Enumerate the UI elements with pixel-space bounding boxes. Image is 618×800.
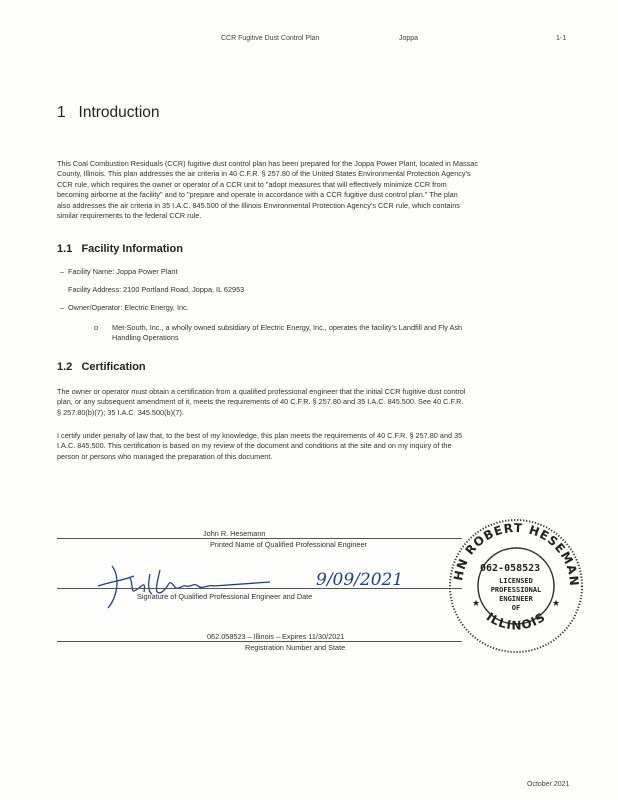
- registration-number: 062.058523 – Illinois – Expires 11/30/2021: [207, 632, 345, 641]
- intro-line: similar requirements to the federal CCR rule.: [57, 211, 202, 221]
- intro-line: This Coal Combustion Residuals (CCR) fugitive dust control plan has been prepared for the Joppa Power Plant, located in Massac: [57, 159, 479, 168]
- intro-line: County, Illinois. This plan addresses the air criteria in 40 C.F.R. § 257.80 of the United States Environmental Protection Agency's: [57, 169, 471, 179]
- intro-line: also addresses the air criteria in 35 I.A.C. 845.500 of the Illinois Environmental Protection Agency's CCR rule, which contains: [57, 200, 460, 210]
- owner-operator: Owner/Operator: Electric Energy, Inc.: [68, 303, 189, 312]
- intro-paragraph: [57, 159, 569, 221]
- cert-line: I certify under penalty of law that, to the best of my knowledge, this plan meets the requirements of 40 C.F.R. § 257.80 and 35: [57, 431, 463, 440]
- seal-star-icon: ★: [472, 598, 481, 608]
- handwritten-signature: [90, 556, 290, 614]
- facility-address: Facility Address: 2100 Portland Road, Joppa, IL 62953: [68, 285, 245, 294]
- operator-note-line: Met-South, Inc., a wholly owned subsidiary of Electric Energy, Inc., operates the facility's Landfill and Fly Ash: [112, 323, 463, 332]
- operator-note-line: Handling Operations: [112, 333, 179, 343]
- certification-paragraph-2: [57, 431, 569, 462]
- signature-label: Signature of Qualified Professional Engineer and Date: [137, 592, 313, 601]
- section-heading-introduction: 1 Introduction: [57, 104, 160, 121]
- printed-name-label: Printed Name of Qualified Professional Engineer: [210, 540, 367, 549]
- svg-text:ILLINOIS: [484, 610, 549, 633]
- header-site: Joppa: [399, 35, 419, 42]
- seal-line-licensed: LICENSED: [499, 577, 533, 585]
- engineer-seal: [448, 518, 584, 654]
- seal-license-number: 062-058523: [480, 563, 541, 574]
- header-title: CCR Fugitive Dust Control Plan: [221, 35, 320, 42]
- cert-line: person or persons who managed the preparation of this document.: [57, 451, 273, 461]
- bullet-dash-icon: –: [60, 303, 65, 312]
- seal-line-of: OF: [511, 604, 521, 612]
- certification-paragraph-1: [57, 387, 569, 418]
- facility-name: Facility Name: Joppa Power Plant: [68, 267, 178, 276]
- cert-line: § 257.80(b)(7); 35 I.A.C. 345.500(b)(7).: [57, 407, 184, 417]
- bullet-dash-icon: –: [60, 267, 65, 276]
- cert-line: plan, or any subsequent amendment of it, meets the requirements of 40 C.F.R. § 257.80 and 35 I.A.C. 845.500. See 40 C.F.R.: [57, 397, 464, 407]
- registration-line: [57, 641, 462, 642]
- signature-line: [57, 588, 462, 589]
- operator-note: [112, 323, 462, 344]
- seal-name-text: HN ROBERT HESEMAN: [451, 520, 582, 588]
- header-page-number: 1-1: [556, 35, 567, 42]
- seal-line-professional: PROFESSIONAL: [490, 586, 542, 594]
- section-heading-facility-information: 1.1 Facility Information: [57, 243, 183, 255]
- intro-line: becoming airborne at the facility" and to "prepare and operate in accordance with a CCR fugitive dust control plan." The plan: [57, 190, 458, 200]
- footer-date: October 2021: [527, 781, 570, 788]
- intro-line: CCR rule, which requires the owner or operator of a CCR unit to "adopt measures that will effectively minimize CCR from: [57, 179, 447, 189]
- sub-bullet-icon: o: [94, 323, 99, 332]
- section-heading-certification: 1.2 Certification: [57, 361, 146, 373]
- cert-line: I.A.C. 845.500. This certification is based on my review of the document and conditions at the site and on my inquiry of the: [57, 441, 452, 451]
- seal-state-text: ILLINOIS: [483, 609, 549, 633]
- registration-label: Registration Number and State: [245, 643, 346, 652]
- seal-line-engineer: ENGINEER: [499, 595, 533, 603]
- printed-name-line: [57, 538, 462, 539]
- printed-name: John R. Hesemann: [203, 529, 266, 538]
- cert-line: The owner or operator must obtain a certification from a qualified professional engineer that the initial CCR fugitive dust control: [57, 387, 466, 396]
- seal-star-icon: ★: [552, 598, 561, 608]
- signature-date: 9/09/2021: [316, 570, 404, 590]
